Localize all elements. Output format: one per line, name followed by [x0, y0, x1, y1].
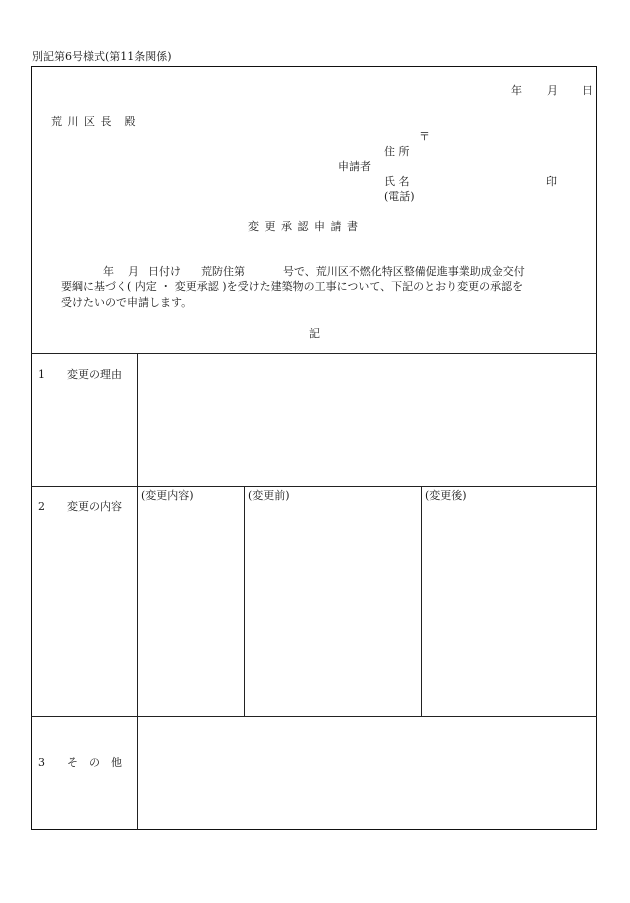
section-2-label: 変更の内容	[67, 500, 122, 513]
address-label: 住 所	[384, 145, 410, 158]
body-line-3: 受けたいので申請します。	[61, 296, 193, 309]
table-line-2	[31, 716, 597, 717]
form-label: 別記第6号様式(第11条関係)	[32, 50, 172, 63]
column-before-change: (変更前)	[248, 489, 290, 502]
ki-mark: 記	[309, 327, 320, 340]
body-ref-suffix: 号で、荒川区不燃化特区整備促進事業助成金交付	[283, 265, 525, 278]
date-year: 年	[511, 84, 522, 97]
change-col-divider-2	[421, 486, 422, 716]
document-title: 変 更 承 認 申 請 書	[248, 220, 359, 233]
table-line-1	[31, 486, 597, 487]
addressee: 荒 川 区 長 殿	[51, 115, 137, 128]
name-label: 氏 名	[384, 175, 410, 188]
column-after-change: (変更後)	[425, 489, 467, 502]
section-1-number: 1	[38, 368, 45, 381]
applicant-label: 申請者	[338, 160, 371, 173]
section-2-number: 2	[38, 500, 45, 513]
date-day: 日	[582, 84, 593, 97]
body-year: 年	[103, 265, 114, 278]
seal-mark: 印	[546, 175, 557, 188]
section-3-number: 3	[38, 756, 45, 769]
body-line-2: 要綱に基づく( 内定 ・ 変更承認 )を受けた建築物の工事について、下記のとおり変更の承認を	[61, 280, 524, 293]
body-ref-prefix: 荒防住第	[201, 265, 245, 278]
postal-mark: 〒	[419, 130, 430, 143]
date-month: 月	[547, 84, 558, 97]
phone-label: (電話)	[384, 190, 415, 203]
table-line-top	[31, 353, 597, 354]
body-month: 月	[128, 265, 139, 278]
column-change-content: (変更内容)	[141, 489, 194, 502]
section-3-label: そ の 他	[67, 756, 122, 769]
change-col-divider-1	[244, 486, 245, 716]
section-1-label: 変更の理由	[67, 368, 122, 381]
body-dated: 日付け	[148, 265, 181, 278]
table-label-divider	[137, 353, 138, 830]
